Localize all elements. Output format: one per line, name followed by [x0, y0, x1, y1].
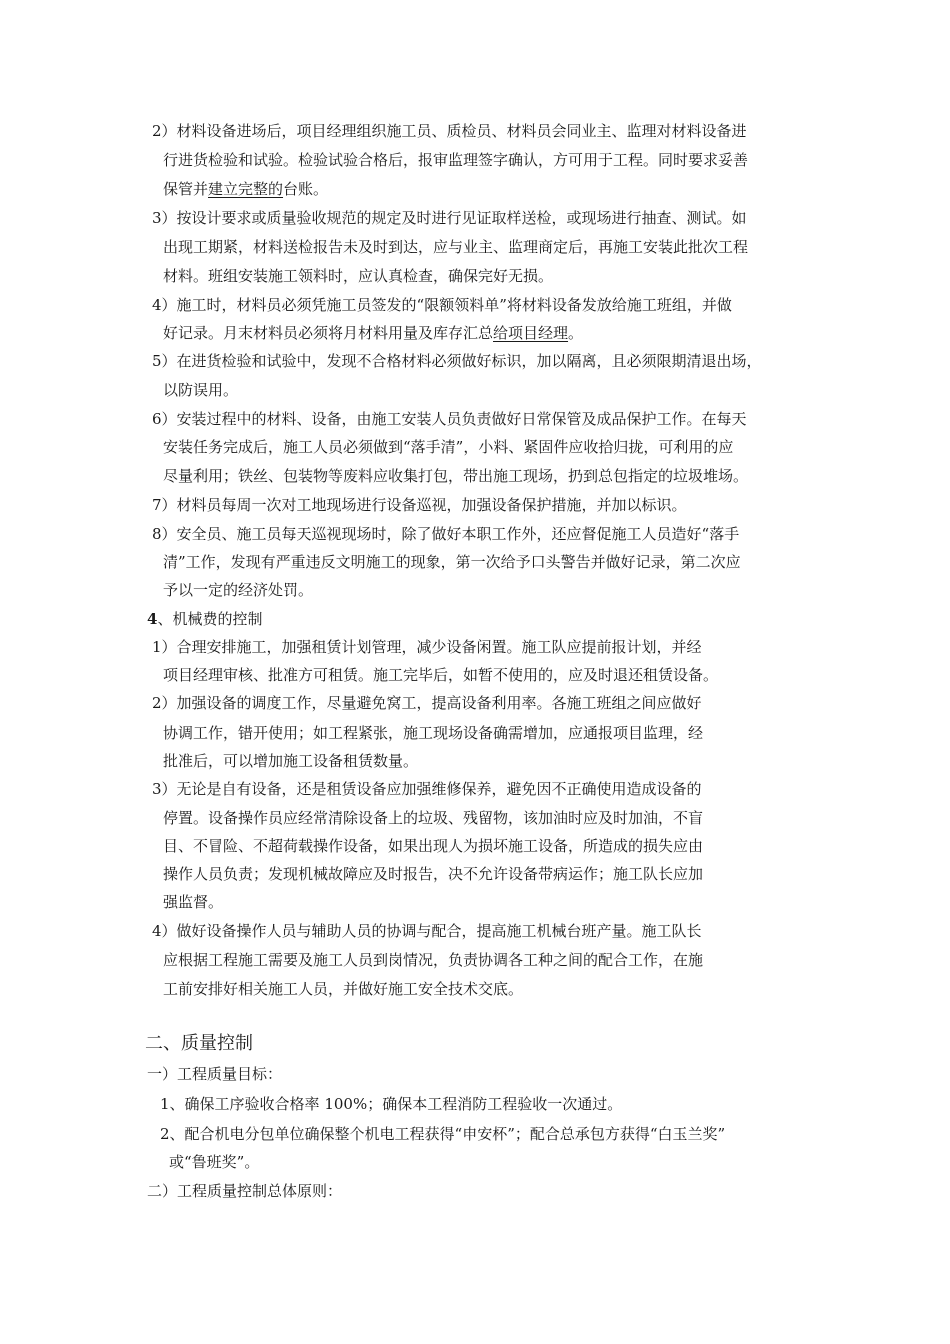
- item-8-line-2: 清”工作，发现有严重违反文明施工的现象，第一次给予口头警告并做好记录，第二次应: [163, 553, 741, 571]
- machinery-item-3-line-2: 停置。设备操作员应经常清除设备上的垃圾、残留物，该加油时应及时加油，不盲: [163, 809, 704, 827]
- item-7-line-1: 7）材料员每周一次对工地现场进行设备巡视，加强设备保护措施，并加以标识。: [152, 496, 687, 514]
- machinery-item-3-line-3: 目、不冒险、不超荷载操作设备，如果出现人为损坏施工设备，所造成的损失应由: [163, 837, 704, 855]
- item-4-line-1: 4）施工时，材料员必须凭施工员签发的“限额领料单”将材料设备发放给施工班组，并做: [152, 296, 732, 314]
- item-6-line-1: 6）安装过程中的材料、设备，由施工安装人员负责做好日常保管及成品保护工作。在每天: [152, 410, 747, 428]
- item-2-line-2: 行进货检验和试验。检验试验合格后，报审监理签字确认，方可用于工程。同时要求妥善: [163, 151, 749, 169]
- machinery-item-4-line-3: 工前安排好相关施工人员，并做好施工安全技术交底。: [163, 980, 524, 998]
- item-3-line-3: 材料。班组安装施工领料时，应认真检查，确保完好无损。: [163, 267, 554, 285]
- item-6-line-3: 尽量利用；铁丝、包装物等废料应收集打包，带出施工现场，扔到总包指定的垃圾堆场。: [163, 467, 749, 485]
- machinery-item-1-line-2: 项目经理审核、批准方可租赁。施工完毕后，如暂不使用的，应及时退还租赁设备。: [163, 666, 719, 684]
- item-8-line-1: 8）安全员、施工员每天巡视现场时，除了做好本职工作外，还应督促施工人员造好“落手: [152, 525, 740, 543]
- machinery-item-1-line-1: 1）合理安排施工，加强租赁计划管理，减少设备闲置。施工队应提前报计划，并经: [152, 638, 702, 656]
- item-3-line-2: 出现工期紧，材料送检报告未及时到达，应与业主、监理商定后，再施工安装此批次工程: [163, 238, 749, 256]
- item-6-line-2: 安装任务完成后，施工人员必须做到“落手清”，小料、紧固件应收拾归拢，可利用的应: [163, 438, 734, 456]
- quality-goal-2-line-1: 2、配合机电分包单位确保整个机电工程获得“申安杯”；配合总承包方获得“白玉兰奖”: [160, 1125, 726, 1143]
- subheading-quality-target: 一）工程质量目标：: [147, 1065, 283, 1083]
- item-5-line-2: 以防误用。: [163, 381, 239, 399]
- item-2-line-1: 2）材料设备进场后，项目经理组织施工员、质检员、材料员会同业主、监理对材料设备进: [152, 122, 747, 140]
- section-title-quality-control: 二、质量控制: [145, 1033, 253, 1054]
- item-3-line-1: 3）按设计要求或质量验收规范的规定及时进行见证取样送检，或现场进行抽查、测试。如: [152, 209, 747, 227]
- item-8-line-3: 予以一定的经济处罚。: [163, 581, 314, 599]
- subheading-quality-principles: 二）工程质量控制总体原则：: [147, 1182, 343, 1200]
- underlined-text: 给项目经理: [493, 324, 569, 342]
- quality-goal-2-line-2: 或“鲁班奖”。: [169, 1153, 260, 1171]
- underlined-text: 建立完整的: [208, 180, 284, 198]
- machinery-item-3-line-1: 3）无论是自有设备，还是租赁设备应加强维修保养，避免因不正确使用造成设备的: [152, 780, 702, 798]
- machinery-item-3-line-4: 操作人员负责；发现机械故障应及时报告，决不允许设备带病运作；施工队长应加: [163, 865, 704, 883]
- item-4-line-2: 好记录。月末材料员必须将月材料用量及库存汇总给项目经理。: [163, 324, 584, 342]
- machinery-item-2-line-2: 协调工作，错开使用；如工程紧张，施工现场设备确需增加，应通报项目监理，经: [163, 724, 704, 742]
- machinery-cost-heading: 4、机械费的控制: [147, 610, 263, 628]
- machinery-item-4-line-2: 应根据工程施工需要及施工人员到岗情况，负责协调各工种之间的配合工作，在施: [163, 951, 704, 969]
- quality-goal-1: 1、确保工序验收合格率 100%；确保本工程消防工程验收一次通过。: [160, 1095, 623, 1113]
- item-2-line-3: 保管并建立完整的台账。: [163, 180, 329, 198]
- machinery-item-3-line-5: 强监督。: [163, 893, 224, 911]
- machinery-item-4-line-1: 4）做好设备操作人员与辅助人员的协调与配合，提高施工机械台班产量。施工队长: [152, 922, 702, 940]
- machinery-item-2-line-3: 批准后，可以增加施工设备租赁数量。: [163, 752, 419, 770]
- machinery-item-2-line-1: 2）加强设备的调度工作，尽量避免窝工，提高设备利用率。各施工班组之间应做好: [152, 694, 702, 712]
- item-5-line-1: 5）在进货检验和试验中，发现不合格材料必须做好标识，加以隔离，且必须限期清退出场，: [152, 352, 762, 370]
